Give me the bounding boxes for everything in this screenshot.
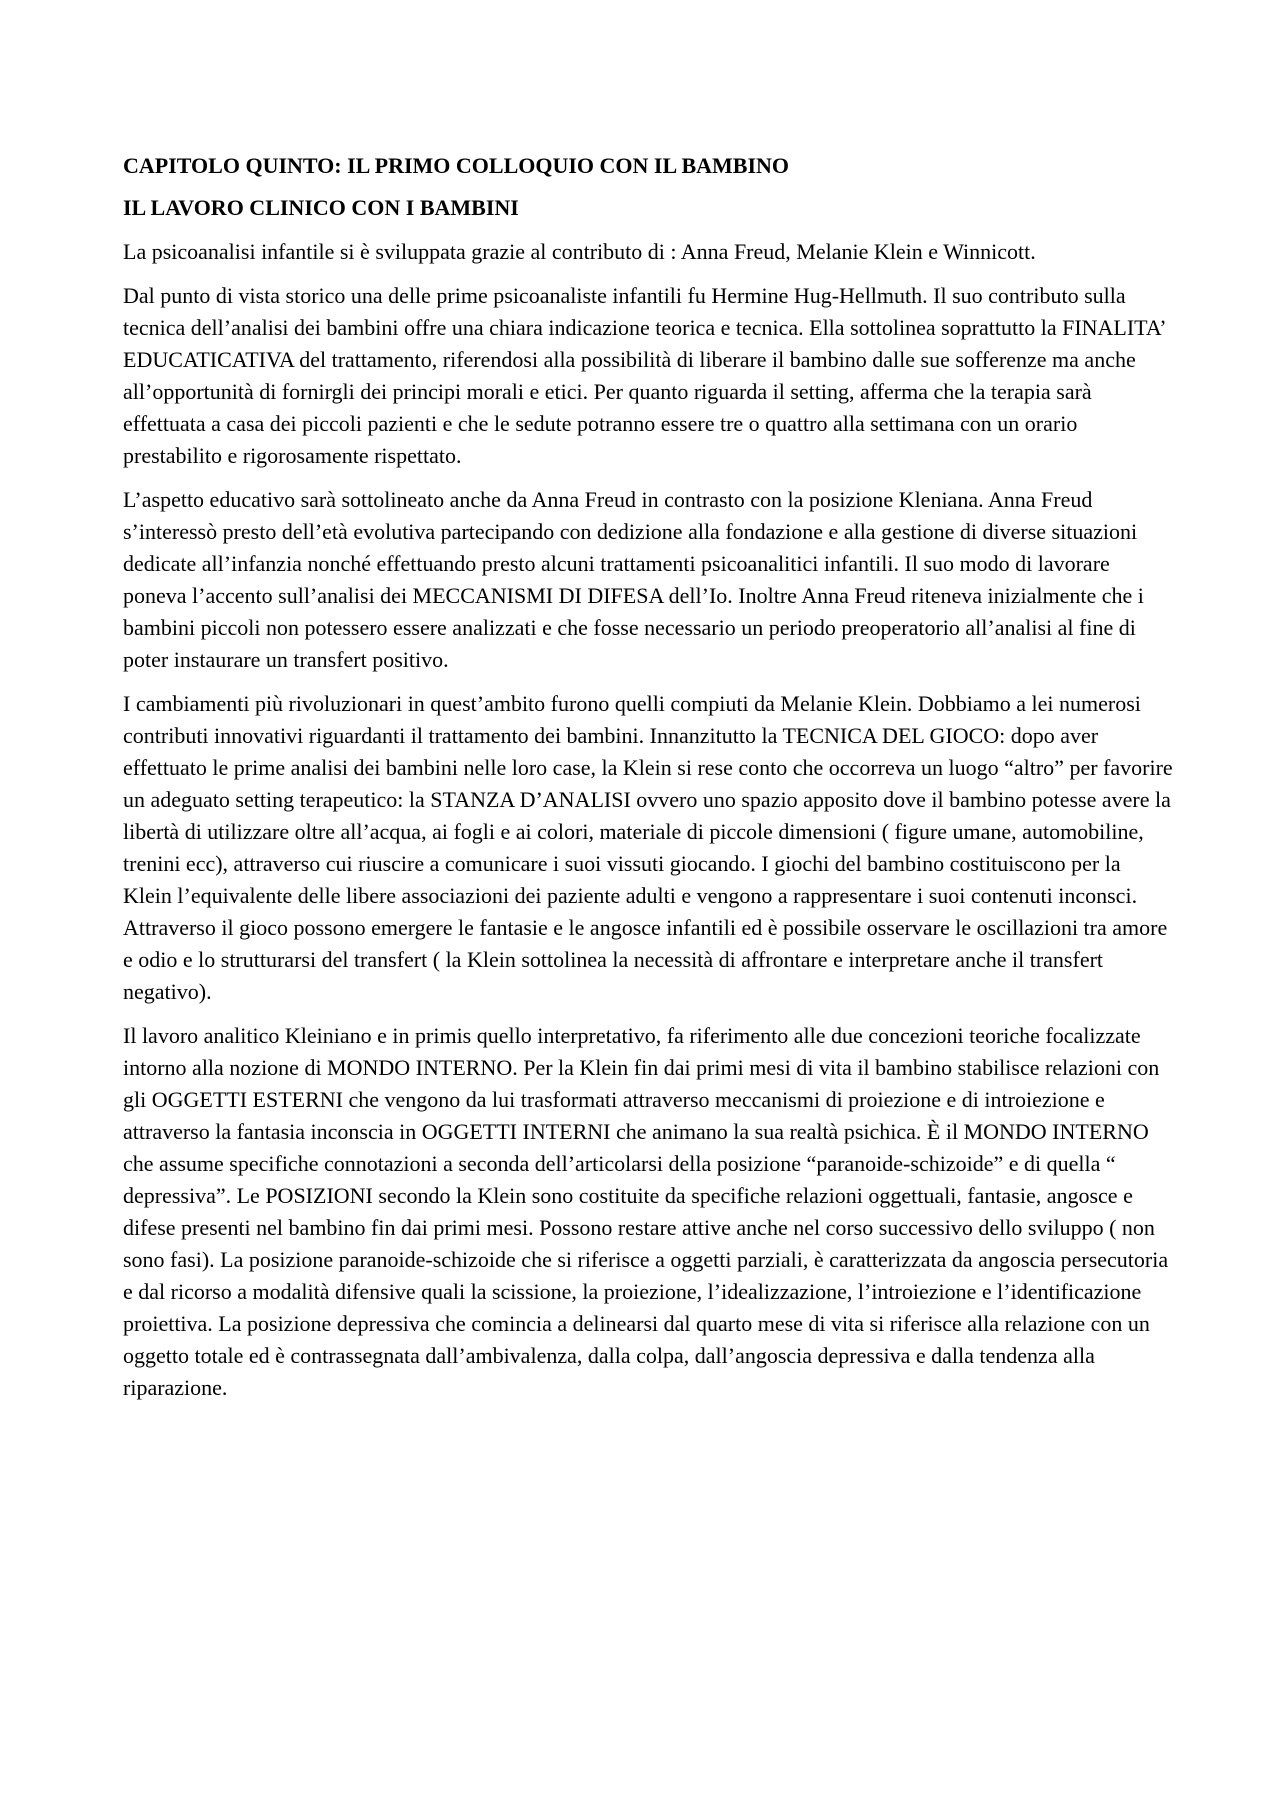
paragraph-mondo-interno: Il lavoro analitico Kleiniano e in primis quello interpretativo, fa riferimento alle due concezioni teoriche focalizzate intorno alla nozione di MONDO INTERNO. Per la Klein fin dai primi mesi di vita il bambino stabilisce relazioni con gli OGGETTI ESTERNI che vengono da lui trasformati attraverso meccanismi di proiezione e di introiezione e attraverso la fantasia inconscia in OGGETTI INTERNI che animano la sua realtà psichica. È il MONDO INTERNO che assume specifiche connotazioni a seconda dell’articolarsi della posizione “paranoide-schizoide” e di quella “ depressiva”. Le POSIZIONI secondo la Klein sono costituite da specifiche relazioni oggettuali, fantasie, angosce e difese presenti nel bambino fin dai primi mesi. Possono restare attive anche nel corso successivo dello sviluppo ( non sono fasi). La posizione paranoide-schizoide che si riferisce a oggetti parziali, è caratterizzata da angoscia persecutoria e dal ricorso a modalità difensive quali la scissione, la proiezione, l’idealizzazione, l’introiezione e l’identificazione proiettiva. La posizione depressiva che comincia a delinearsi dal quarto mese di vita si riferisce alla relazione con un oggetto totale ed è contrassegnata dall’ambivalenza, dalla colpa, dall’angoscia depressiva e dalla tendenza alla riparazione. <box>123 1023 1169 1400</box>
chapter-title: CAPITOLO QUINTO: IL PRIMO COLLOQUIO CON IL BAMBINO <box>123 153 790 178</box>
document-body <box>123 150 1173 1416</box>
paragraph-anna-freud: L’aspetto educativo sarà sottolineato anche da Anna Freud in contrasto con la posizione Kleniana. Anna Freud s’interessò presto dell’età evolutiva partecipando con dedizione alla fondazione e alla gestione di diverse situazioni dedicate all’infanzia nonché effettuando presto alcuni trattamenti psicoanalitici infantili. Il suo modo di lavorare poneva l’accento sull’analisi dei MECCANISMI DI DIFESA dell’Io. Inoltre Anna Freud riteneva inizialmente che i bambini piccoli non potessero essere analizzati e che fosse necessario un periodo preoperatorio all’analisi al fine di poter instaurare un transfert positivo. <box>123 487 1144 672</box>
paragraph-intro: La psicoanalisi infantile si è sviluppata grazie al contributo di : Anna Freud, Melanie Klein e Winnicott. <box>123 239 1036 264</box>
paragraph-hug-hellmuth: Dal punto di vista storico una delle prime psicoanaliste infantili fu Hermine Hug-Hellmuth. Il suo contributo sulla tecnica dell’analisi dei bambini offre una chiara indicazione teorica e tecnica. Ella sottolinea soprattutto la FINALITA’ EDUCATICATIVA del trattamento, riferendosi alla possibilità di liberare il bambino dalle sue sofferenze ma anche all’opportunità di fornirgli dei principi morali e etici. Per quanto riguarda il setting, afferma che la terapia sarà effettuata a casa dei piccoli pazienti e che le sedute potranno essere tre o quattro alla settimana con un orario prestabilito e rigorosamente rispettato. <box>123 283 1166 468</box>
section-title: IL LAVORO CLINICO CON I BAMBINI <box>123 195 519 220</box>
paragraph-melanie-klein: I cambiamenti più rivoluzionari in quest’ambito furono quelli compiuti da Melanie Klein. Dobbiamo a lei numerosi contributi innovativi riguardanti il trattamento dei bambini. Innanzitutto la TECNICA DEL GIOCO: dopo aver effettuato le prime analisi dei bambini nelle loro case, la Klein si rese conto che occorreva un luogo “altro” per favorire un adeguato setting terapeutico: la STANZA D’ANALISI ovvero uno spazio apposito dove il bambino potesse avere la libertà di utilizzare oltre all’acqua, ai fogli e ai colori, materiale di piccole dimensioni ( figure umane, automobiline, trenini ecc), attraverso cui riuscire a comunicare i suoi vissuti giocando. I giochi del bambino costituiscono per la Klein l’equivalente delle libere associazioni dei paziente adulti e vengono a rappresentare i suoi contenuti inconsci. Attraverso il gioco possono emergere le fantasie e le angosce infantili ed è possibile osservare le oscillazioni tra amore e odio e lo strutturarsi del transfert ( la Klein sottolinea la necessità di affrontare e interpretare anche il transfert negativo). <box>123 691 1173 1004</box>
